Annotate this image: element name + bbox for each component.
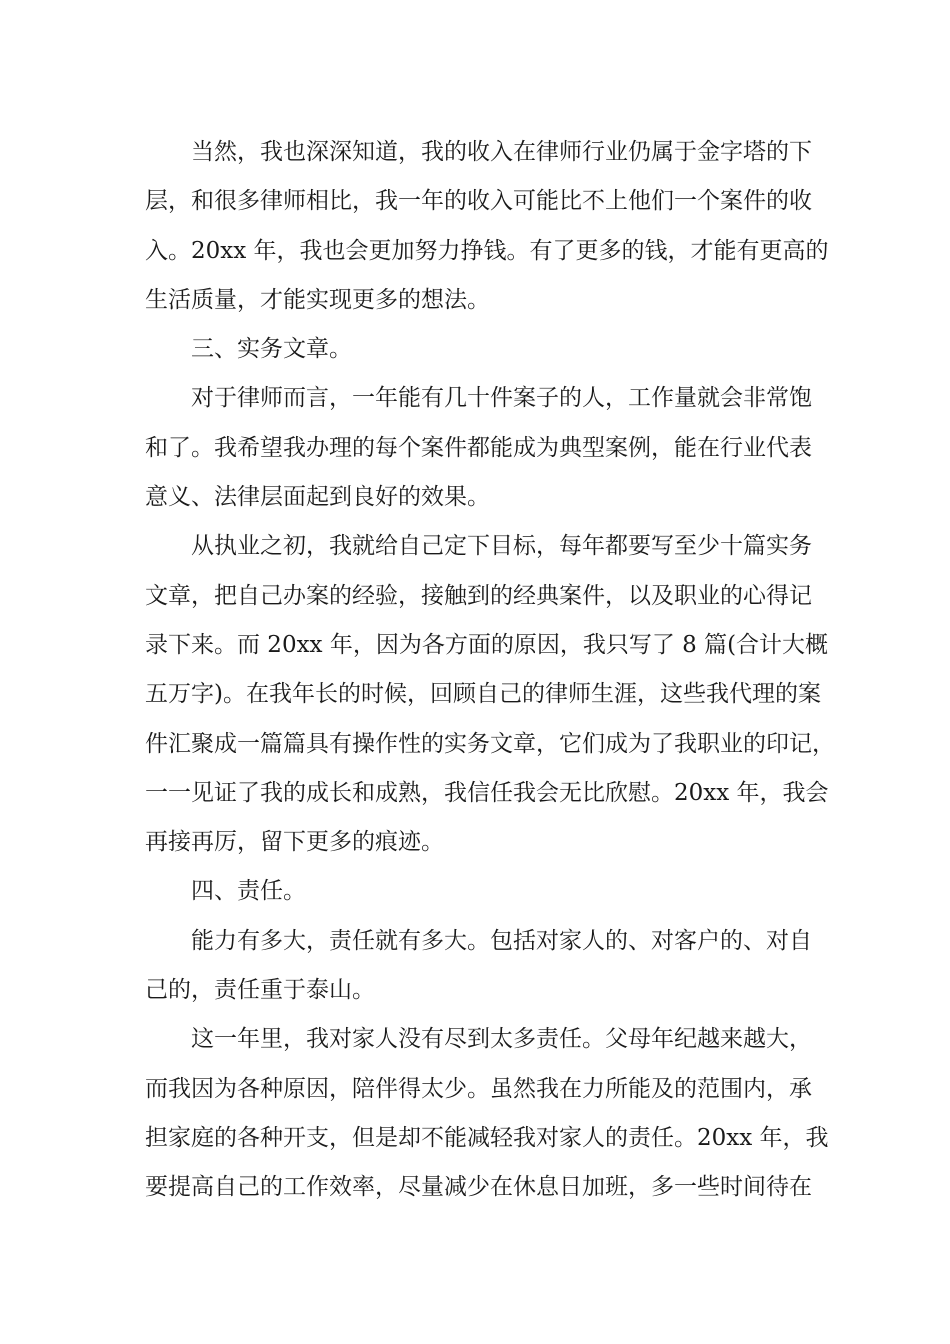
document-body (145, 128, 835, 1213)
paragraph-line: 再接再厉，留下更多的痕迹。 (145, 829, 444, 856)
paragraph-line: 文章，把自己办案的经验，接触到的经典案件，以及职业的心得记 (145, 582, 812, 609)
paragraph-line: 这一年里，我对家人没有尽到太多责任。父母年纪越来越大， (191, 1026, 812, 1053)
paragraph-line: 己的，责任重于泰山。 (145, 977, 375, 1004)
paragraph-line: 意义、法律层面起到良好的效果。 (145, 484, 490, 511)
paragraph-line: 当然，我也深深知道，我的收入在律师行业仍属于金字塔的下 (191, 139, 812, 165)
paragraph-line: 层，和很多律师相比，我一年的收入可能比不上他们一个案件的收 (145, 188, 812, 215)
paragraph-line: 和了。我希望我办理的每个案件都能成为典型案例，能在行业代表 (145, 434, 812, 461)
section-heading: 四、责任。 (191, 878, 306, 905)
section-heading: 三、实务文章。 (191, 336, 352, 363)
paragraph-line: 一一见证了我的成长和成熟，我信任我会无比欣慰。20xx 年，我会 (145, 779, 829, 806)
paragraph-line: 五万字)。在我年长的时候，回顾自己的律师生涯，这些我代理的案 (145, 681, 821, 708)
paragraph-line: 能力有多大，责任就有多大。包括对家人的、对客户的、对自 (191, 927, 812, 954)
paragraph-line: 入。20xx 年，我也会更加努力挣钱。有了更多的钱，才能有更高的 (145, 237, 829, 264)
paragraph-line: 生活质量，才能实现更多的想法。 (145, 286, 490, 313)
paragraph-line: 录下来。而 20xx 年，因为各方面的原因，我只写了 8 篇(合计大概 (145, 631, 829, 658)
paragraph-line: 从执业之初，我就给自己定下目标，每年都要写至少十篇实务 (191, 533, 812, 560)
paragraph-line: 要提高自己的工作效率，尽量减少在休息日加班，多一些时间待在 (145, 1174, 812, 1201)
paragraph-line: 而我因为各种原因，陪伴得太少。虽然我在力所能及的范围内，承 (145, 1075, 812, 1102)
paragraph-line: 对于律师而言，一年能有几十件案子的人，工作量就会非常饱 (191, 385, 812, 412)
paragraph-line: 件汇聚成一篇篇具有操作性的实务文章，它们成为了我职业的印记， (145, 730, 835, 757)
paragraph-line: 担家庭的各种开支，但是却不能减轻我对家人的责任。20xx 年，我 (145, 1124, 829, 1151)
